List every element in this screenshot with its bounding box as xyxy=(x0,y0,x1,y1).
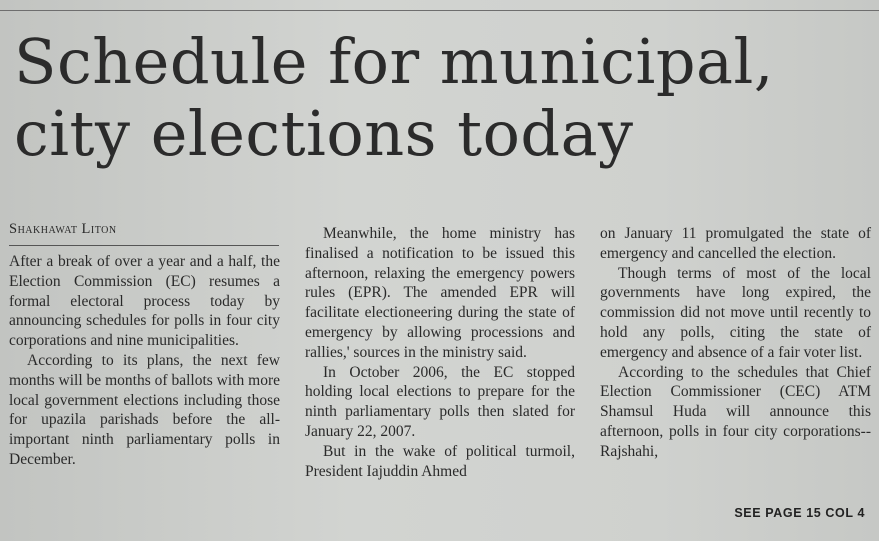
paragraph: In October 2006, the EC stopped holding local elections to prepare for the ninth parliamentary polls then slated for January 22, 2007. xyxy=(305,363,575,440)
paragraph: Though terms of most of the local governments have long expired, the commission did not move until recently to hold any polls, citing the state of emergency and absence of a fair voter list. xyxy=(600,264,871,361)
paragraph: According to the schedules that Chief Election Commissioner (CEC) ATM Shamsul Huda will announce this afternoon, polls in four city corporations--Rajshahi, xyxy=(600,363,871,460)
headline-line-2: city elections today xyxy=(14,97,634,170)
paragraph: But in the wake of political turmoil, President Iajuddin Ahmed xyxy=(305,442,575,480)
headline-line-1: Schedule for municipal, xyxy=(14,25,775,98)
column-3 xyxy=(600,224,871,462)
headline xyxy=(14,26,874,170)
column-1 xyxy=(9,219,280,470)
paragraph: According to its plans, the next few months will be months of ballots with more local government elections including those for upazila parishads before the all-important ninth parliamentary polls in December. xyxy=(9,351,280,468)
column-2 xyxy=(305,224,575,481)
byline: Shakhawat Liton xyxy=(9,219,279,246)
top-rule xyxy=(0,10,879,11)
continued-on-page-label: SEE PAGE 15 COL 4 xyxy=(734,506,865,520)
paragraph: After a break of over a year and a half, the Election Commission (EC) resumes a formal electoral process today by announcing schedules for polls in four city corporations and nine municipalities. xyxy=(9,253,280,350)
paragraph: on January 11 promulgated the state of emergency and cancelled the election. xyxy=(600,225,871,262)
paragraph: Meanwhile, the home ministry has finalised a notification to be issued this afternoon, relaxing the emergency powers rules (EPR). The amended EPR will facilitate electioneering during the state of emergency by allowing processions and rallies,' sources in the ministry said. xyxy=(305,225,575,361)
